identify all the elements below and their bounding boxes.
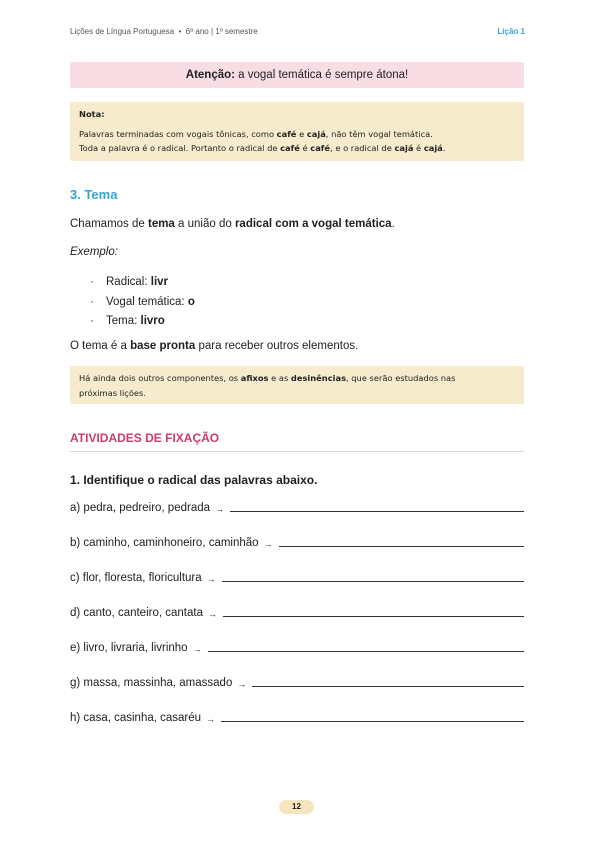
paragraph-text: . bbox=[391, 218, 395, 230]
attention-callout bbox=[70, 62, 524, 88]
example-label-text: Tema: bbox=[106, 315, 141, 327]
exercise-words: e) livro, livraria, livrinho bbox=[70, 642, 188, 654]
arrow-right-icon: → bbox=[215, 504, 225, 514]
activities-title: ATIVIDADES DE FIXAÇÃO bbox=[70, 431, 524, 452]
exercise-words: g) massa, massinha, amassado bbox=[70, 677, 233, 689]
exercise-row-e bbox=[70, 638, 524, 654]
paragraph-text: Chamamos de bbox=[70, 218, 148, 230]
note-line-1 bbox=[79, 127, 515, 142]
example-value: o bbox=[187, 295, 195, 308]
note-bold: cajá bbox=[394, 143, 414, 153]
note-box bbox=[70, 102, 524, 161]
header-separator: • bbox=[178, 27, 182, 36]
example-label-text: Radical: bbox=[106, 276, 151, 288]
note-text: e as bbox=[268, 373, 291, 383]
paragraph-text: a união do bbox=[174, 218, 235, 230]
answer-line[interactable] bbox=[279, 545, 524, 547]
answer-line[interactable] bbox=[230, 510, 524, 512]
answer-line[interactable] bbox=[222, 580, 524, 582]
exercise-row-b bbox=[70, 533, 524, 549]
exercise-row-d bbox=[70, 603, 524, 619]
exercise-row-c bbox=[70, 568, 524, 584]
note-text: , que serão estudados nas bbox=[346, 373, 456, 383]
example-label-text: Vogal temática: bbox=[106, 295, 188, 308]
note-bold: cajá bbox=[423, 143, 443, 153]
example-value: livro bbox=[140, 315, 165, 327]
note-text: é bbox=[299, 143, 311, 153]
list-item bbox=[90, 315, 195, 335]
paragraph-bold: base pronta bbox=[130, 340, 196, 352]
note-text: , não têm vogal temática. bbox=[325, 128, 433, 139]
bullet: · bbox=[90, 295, 94, 308]
note-line-1 bbox=[79, 371, 515, 386]
note-bold: café bbox=[310, 143, 331, 153]
exercise-words: a) pedra, pedreiro, pedrada bbox=[70, 502, 211, 514]
arrow-right-icon: → bbox=[237, 679, 247, 689]
bullet: · bbox=[90, 315, 94, 327]
list-item bbox=[90, 296, 195, 316]
exercise-words: c) flor, floresta, floricultura bbox=[70, 572, 202, 584]
components-note bbox=[70, 366, 524, 404]
note-text: e bbox=[296, 128, 307, 139]
example-value: livr bbox=[150, 276, 169, 288]
exercise-words: d) canto, canteiro, cantata bbox=[70, 607, 203, 619]
paragraph-bold: radical com a vogal temática bbox=[234, 218, 392, 230]
note-text: é bbox=[413, 143, 424, 153]
note-bold: cajá bbox=[306, 128, 326, 139]
note-text: Há ainda dois outros componentes, os bbox=[79, 373, 241, 383]
arrow-right-icon: → bbox=[206, 714, 216, 724]
note-bold: café bbox=[276, 128, 297, 139]
header-grade: 6º ano | 1º semestre bbox=[185, 27, 258, 36]
question-title: 1. Identifique o radical das palavras abaixo. bbox=[70, 473, 318, 487]
answer-line[interactable] bbox=[208, 650, 524, 652]
arrow-right-icon: → bbox=[263, 539, 273, 549]
exercise-row-h bbox=[70, 708, 524, 724]
note-text: . bbox=[442, 143, 446, 153]
exercise-row-a bbox=[70, 498, 524, 514]
arrow-right-icon: → bbox=[207, 609, 217, 619]
attention-text: a vogal temática é sempre átona! bbox=[234, 69, 409, 81]
arrow-right-icon: → bbox=[206, 574, 216, 584]
note-bold: café bbox=[280, 143, 300, 153]
answer-line[interactable] bbox=[223, 615, 524, 617]
note-text: , e o radical de bbox=[330, 143, 395, 153]
note-text: Toda a palavra é o radical. Portanto o radical de bbox=[79, 143, 281, 153]
paragraph-text: O tema é a bbox=[70, 340, 131, 352]
section-title: 3. Tema bbox=[70, 187, 118, 202]
note-title: Nota: bbox=[79, 109, 105, 119]
arrow-right-icon: → bbox=[192, 644, 202, 654]
note-text: Palavras terminadas com vogais tônicas, como bbox=[79, 128, 277, 139]
answer-line[interactable] bbox=[252, 685, 524, 687]
exercise-words: b) caminho, caminhoneiro, caminhão bbox=[70, 537, 259, 549]
exercise-row-g bbox=[70, 673, 524, 689]
note-line-2: próximas lições. bbox=[79, 387, 146, 398]
list-item bbox=[90, 276, 195, 296]
attention-label: Atenção: bbox=[185, 69, 235, 81]
paragraph-text: para receber outros elementos. bbox=[195, 340, 359, 352]
note-bold: afixos bbox=[240, 373, 269, 383]
page-number: 12 bbox=[279, 800, 314, 814]
example-list bbox=[90, 276, 195, 335]
paragraph-bold: tema bbox=[147, 218, 175, 230]
header-book-info bbox=[70, 27, 258, 36]
definition-paragraph bbox=[70, 218, 395, 230]
header-book-title: Lições de Língua Portuguesa bbox=[70, 27, 175, 36]
note-bold: desinências bbox=[290, 373, 347, 383]
answer-line[interactable] bbox=[221, 720, 524, 722]
header-lesson: Lição 1 bbox=[497, 27, 525, 36]
example-label: Exemplo: bbox=[70, 246, 118, 258]
base-paragraph bbox=[70, 340, 358, 352]
bullet: · bbox=[90, 276, 94, 288]
exercise-words: h) casa, casinha, casaréu bbox=[70, 712, 202, 724]
note-line-2 bbox=[79, 141, 515, 156]
